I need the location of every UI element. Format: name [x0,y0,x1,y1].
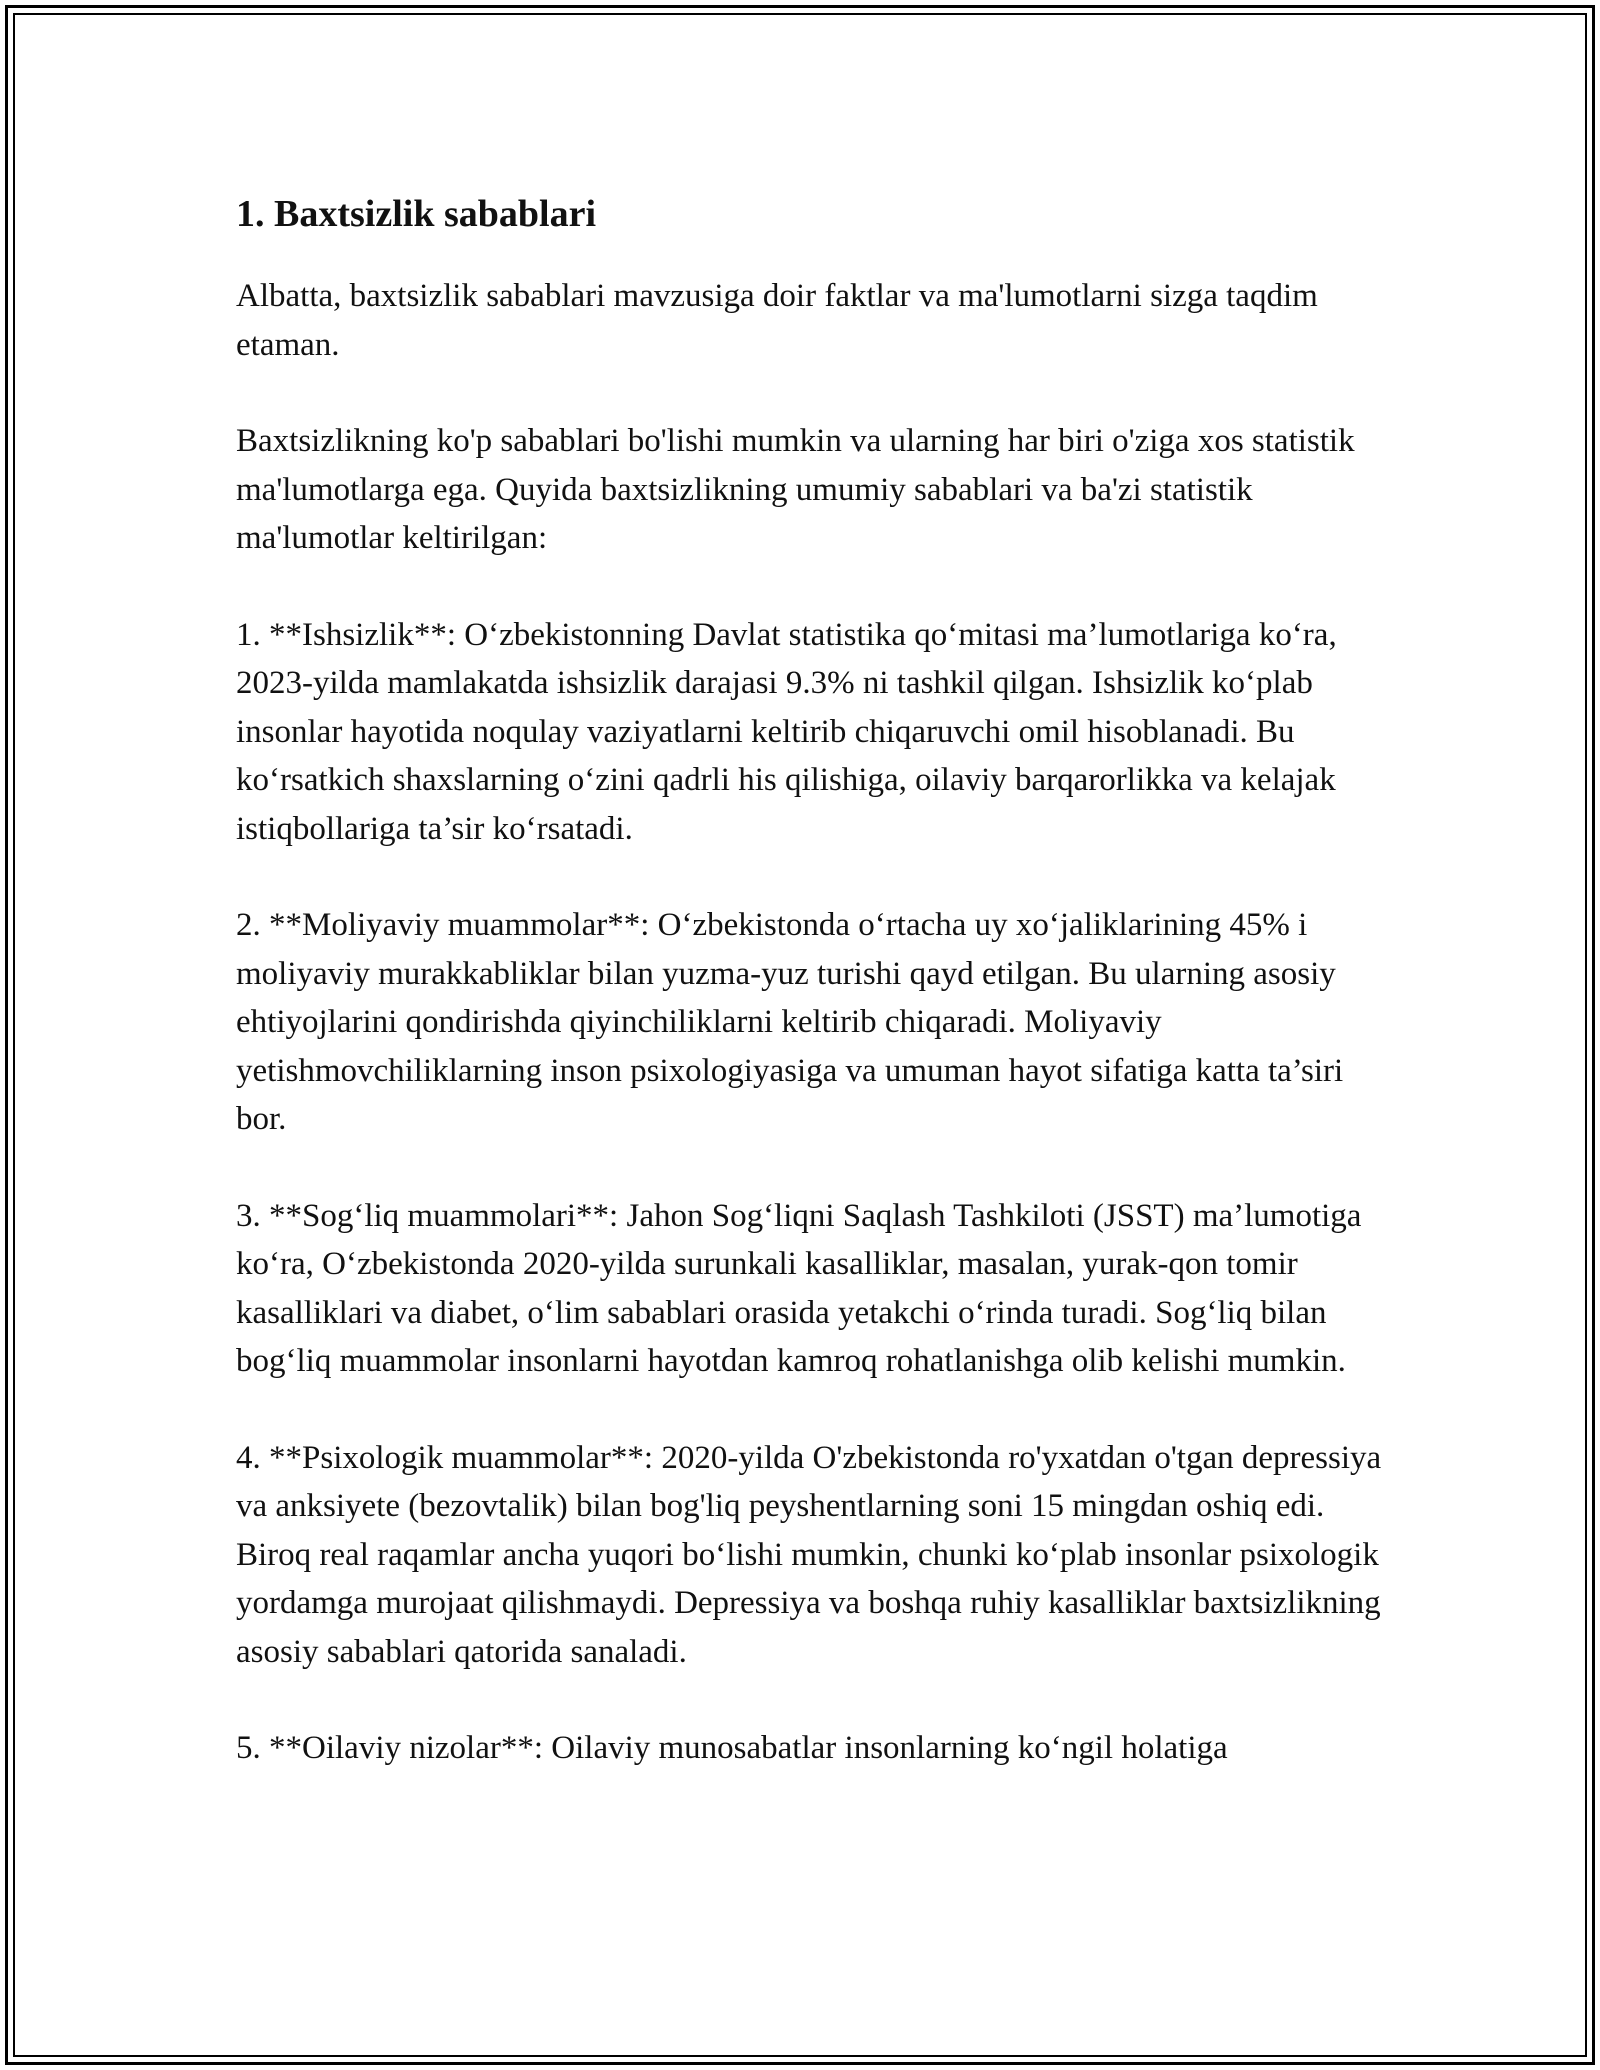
document-body [236,182,1386,1821]
paragraph-overview: Baxtsizlikning ko'p sabablari bo'lishi mumkin va ularning har biri o'ziga xos statistik ma'lumotlarga ega. Quyida baxtsizlikning umumiy sabablari va ba'zi statistik ma'lumotlar keltirilgan: [236,423,1355,556]
list-item-family: 5. **Oilaviy nizolar**: Oilaviy munosabatlar insonlarning ko‘ngil holatiga [236,1730,1228,1766]
paragraph-intro: Albatta, baxtsizlik sabablari mavzusiga doir faktlar va ma'lumotlarni sizga taqdim etaman. [236,278,1318,363]
list-item-health: 3. **Sog‘liq muammolari**: Jahon Sog‘liqni Saqlash Tashkiloti (JSST) ma’lumotiga ko‘ra, O‘zbekistonda 2020-yilda surunkali kasalliklar, masalan, yurak-qon tomir kasalliklari va diabet, o‘lim sabablari orasida yetakchi o‘rinda turadi. Sog‘liq bilan bog‘liq muammolar insonlarni hayotdan kamroq rohatlanishga olib kelishi mumkin. [236,1197,1362,1379]
list-item-unemployment: 1. **Ishsizlik**: O‘zbekistonning Davlat statistika qo‘mitasi ma’lumotlariga ko‘ra, 2023-yilda mamlakatda ishsizlik darajasi 9.3% ni tashkil qilgan. Ishsizlik ko‘plab insonlar hayotida noqulay vaziyatlarni keltirib chiqaruvchi omil hisoblanadi. Bu ko‘rsatkich shaxslarning o‘zini qadrli his qilishiga, oilaviy barqarorlikka va kelajak istiqbollariga ta’sir ko‘rsatadi. [236,616,1337,847]
list-item-psychological: 4. **Psixologik muammolar**: 2020-yilda O'zbekistonda ro'yxatdan o'tgan depressiya va anksiyete (bezovtalik) bilan bog'liq peyshentlarning soni 15 mingdan oshiq edi. Biroq real raqamlar ancha yuqori bo‘lishi mumkin, chunki ko‘plab insonlar psixologik yordamga murojaat qilishmaydi. Depressiya va boshqa ruhiy kasalliklar baxtsizlikning asosiy sabablari qatorida sanaladi. [236,1439,1382,1670]
document-title: 1. Baxtsizlik sabablari [236,193,596,235]
list-item-financial: 2. **Moliyaviy muammolar**: O‘zbekistonda o‘rtacha uy xo‘jaliklarining 45% i moliyaviy murakkabliklar bilan yuzma-yuz turishi qayd etilgan. Bu ularning asosiy ehtiyojlarini qondirishda qiyinchiliklarni keltirib chiqaradi. Moliyaviy yetishmovchiliklarning inson psixologiyasiga va umuman hayot sifatiga katta ta’siri bor. [236,907,1344,1137]
